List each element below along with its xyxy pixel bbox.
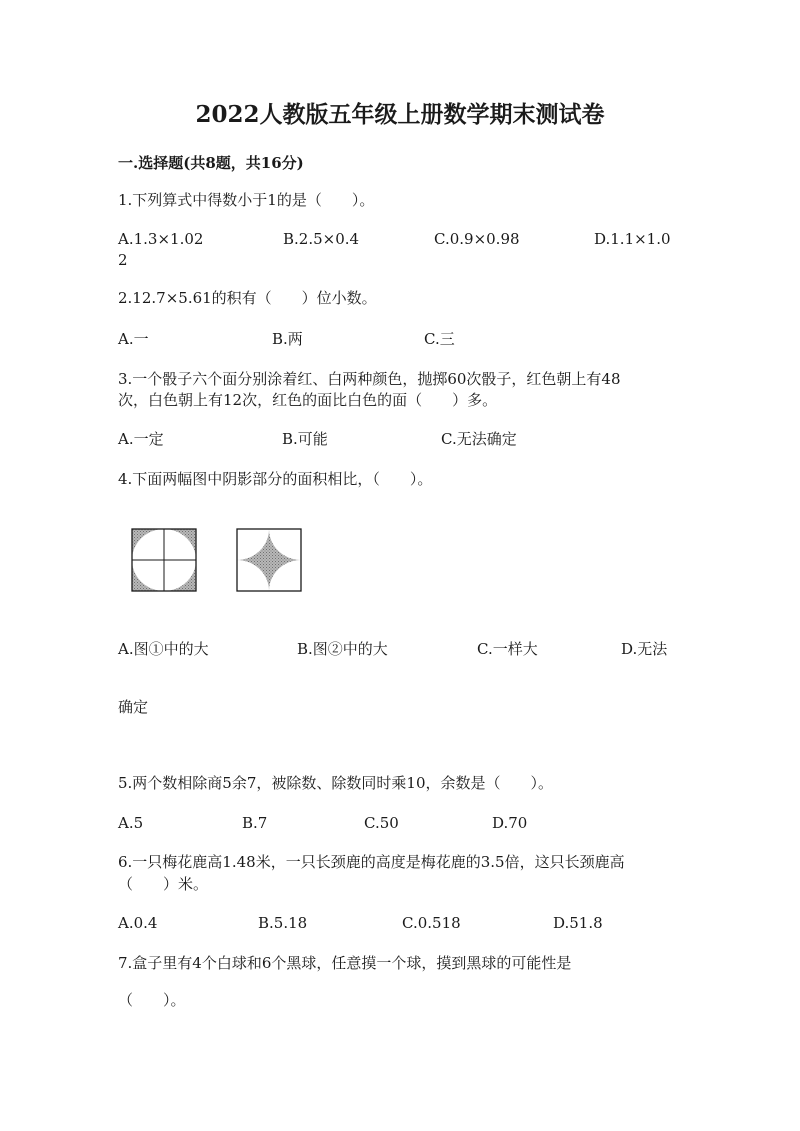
q3-option-c: C.无法确定 [441,430,517,448]
q5-option-a: A.5 [118,814,144,832]
question-2-stem: 2.12.7×5.61的积有（ ）位小数。 [118,289,377,307]
q4-option-d-wrap: 确定 [118,698,149,716]
fig1-shade-bottom-right [164,560,196,591]
q1-option-d-wrap: 2 [118,251,128,269]
q6-option-c: C.0.518 [402,914,461,932]
q2-option-a: A.一 [118,330,149,348]
question-1-stem: 1.下列算式中得数小于1的是（ ）。 [118,191,375,209]
q6-option-b: B.5.18 [258,914,308,932]
fig1-shade-top-right [164,529,196,560]
fig1-shade-top-left [132,529,164,560]
q5-option-c: C.50 [364,814,399,832]
question-3-stem-line2: 次，白色朝上有12次，红色的面比白色的面（ ）多。 [118,391,498,409]
question-5-stem: 5.两个数相除商5余7，被除数、除数同时乘10，余数是（ ）。 [118,774,553,792]
section-heading: 一.选择题(共8题，共16分) [118,154,304,172]
q1-option-c: C.0.9×0.98 [434,230,520,248]
q3-option-b: B.可能 [282,430,328,448]
q2-option-c: C.三 [424,330,455,348]
q5-option-b: B.7 [242,814,268,832]
q6-option-a: A.0.4 [118,914,158,932]
q4-option-a: A.图①中的大 [118,640,209,658]
q1-option-b: B.2.5×0.4 [283,230,360,248]
q2-option-b: B.两 [272,330,303,348]
question-6-stem-line1: 6.一只梅花鹿高1.48米，一只长颈鹿的高度是梅花鹿的3.5倍，这只长颈鹿高 [118,853,625,871]
q1-option-a: A.1.3×1.02 [118,230,204,248]
fig2-shade-star [237,529,301,591]
q5-option-d: D.70 [492,814,528,832]
figure-2-star [236,528,302,592]
q4-option-b: B.图②中的大 [297,640,388,658]
q6-option-d: D.51.8 [553,914,603,932]
q4-option-d: D.无法 [621,640,668,658]
question-6-stem-line2: （ ）米。 [118,875,209,893]
q4-option-c: C.一样大 [477,640,538,658]
fig1-shade-bottom-left [132,560,164,591]
q3-option-a: A.一定 [118,430,164,448]
question-3-stem-line1: 3.一个骰子六个面分别涂着红、白两种颜色，抛掷60次骰子，红色朝上有48 [118,370,621,388]
figure-1-pinwheel [131,528,197,592]
page-title: 2022人教版五年级上册数学期末测试卷 [195,101,605,128]
q1-option-d: D.1.1×1.0 [594,230,671,248]
question-4-stem: 4.下面两幅图中阴影部分的面积相比，（ ）。 [118,470,433,488]
question-7-stem-line2: （ ）。 [118,991,186,1009]
question-7-stem-line1: 7.盒子里有4个白球和6个黑球，任意摸一个球，摸到黑球的可能性是 [118,954,572,972]
